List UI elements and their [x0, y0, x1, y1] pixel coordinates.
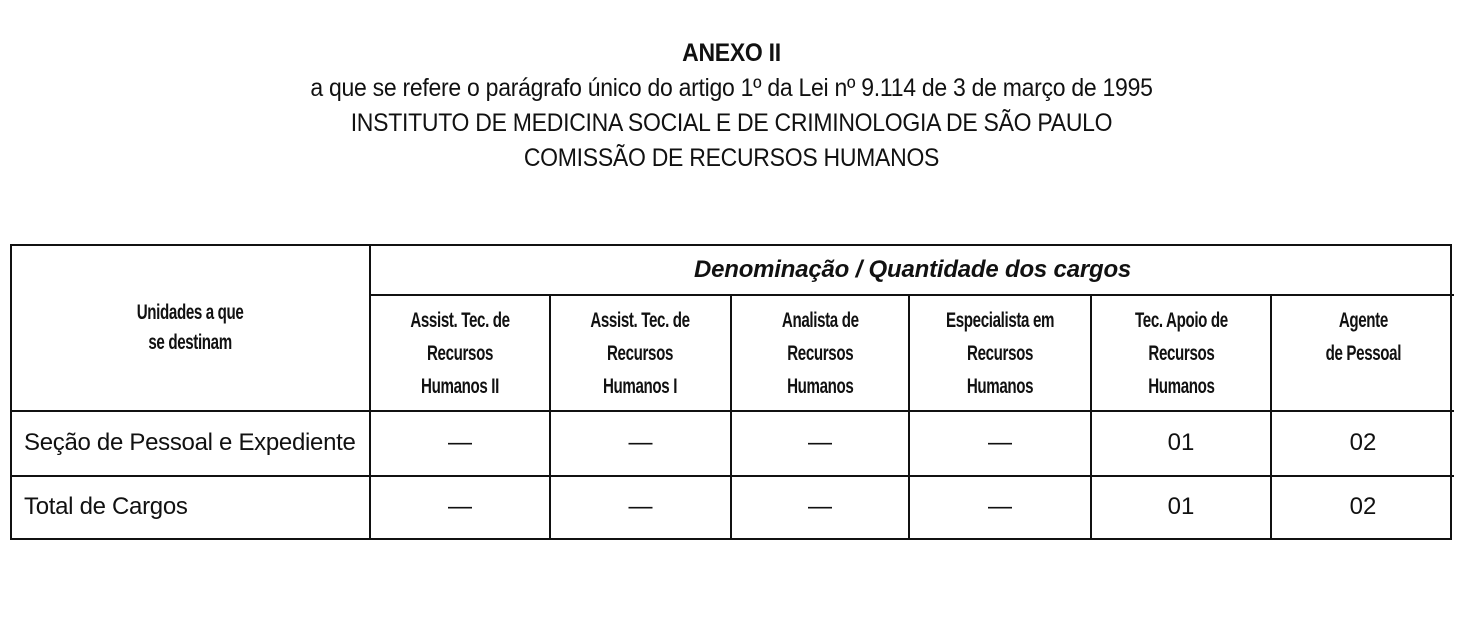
positions-table	[10, 244, 1452, 540]
positions-group-header: Denominação / Quantidade dos cargos	[370, 246, 1454, 295]
column-header-assist-tec-rh-i	[550, 295, 731, 411]
column-header-line: Humanos	[966, 375, 1034, 398]
units-header-line-2: se destinam	[148, 331, 233, 354]
column-header-agente-pessoal	[1271, 295, 1454, 411]
row-label: Seção de Pessoal e Expediente	[12, 411, 370, 476]
document-header	[0, 36, 1463, 176]
column-header-line: Humanos II	[421, 375, 499, 398]
column-header-line: Humanos	[786, 375, 854, 398]
table-cell: —	[909, 411, 1091, 476]
column-header-analista-rh	[731, 295, 909, 411]
column-header-line: Tec. Apoio de	[1134, 309, 1228, 332]
column-header-line: Humanos I	[603, 375, 678, 398]
table-cell: —	[550, 411, 731, 476]
column-header-line: Humanos	[1147, 375, 1215, 398]
column-header-line: Especialista em	[945, 309, 1055, 332]
column-header-line: Recursos	[786, 342, 854, 365]
column-header-line: Recursos	[426, 342, 494, 365]
column-header-line: Recursos	[607, 342, 674, 365]
column-header-tec-apoio-rh	[1091, 295, 1271, 411]
column-header-assist-tec-rh-ii	[370, 295, 550, 411]
table-cell: —	[731, 476, 909, 538]
units-column-header	[12, 246, 370, 411]
column-header-line: Analista de	[781, 309, 859, 332]
column-header-especialista-rh	[909, 295, 1091, 411]
column-header-line: Assist. Tec. de	[590, 309, 691, 332]
table-cell: —	[909, 476, 1091, 538]
table-cell: 02	[1271, 476, 1454, 538]
table-row	[12, 411, 1454, 476]
units-header-line-1: Unidades a que	[137, 301, 244, 324]
column-header-line: Recursos	[1147, 342, 1215, 365]
institution-name: INSTITUTO DE MEDICINA SOCIAL E DE CRIMINOLOGIA DE SÃO PAULO	[350, 109, 1113, 137]
column-header-line: Recursos	[966, 342, 1034, 365]
row-label: Total de Cargos	[12, 476, 370, 538]
table-cell: —	[550, 476, 731, 538]
table-cell: 01	[1091, 411, 1271, 476]
column-header-line: Assist. Tec. de	[410, 309, 510, 332]
annex-title: ANEXO II	[682, 39, 781, 67]
table-cell: —	[370, 411, 550, 476]
table-cell: 02	[1271, 411, 1454, 476]
commission-name: COMISSÃO DE RECURSOS HUMANOS	[523, 144, 940, 172]
table-row	[12, 476, 1454, 538]
law-reference: a que se refere o parágrafo único do artigo 1º da Lei nº 9.114 de 3 de março de 1995	[310, 74, 1153, 102]
column-header-line: Agente	[1338, 309, 1388, 332]
table-cell: 01	[1091, 476, 1271, 538]
table-cell: —	[731, 411, 909, 476]
table-cell: —	[370, 476, 550, 538]
column-header-line: de Pessoal	[1325, 342, 1401, 365]
